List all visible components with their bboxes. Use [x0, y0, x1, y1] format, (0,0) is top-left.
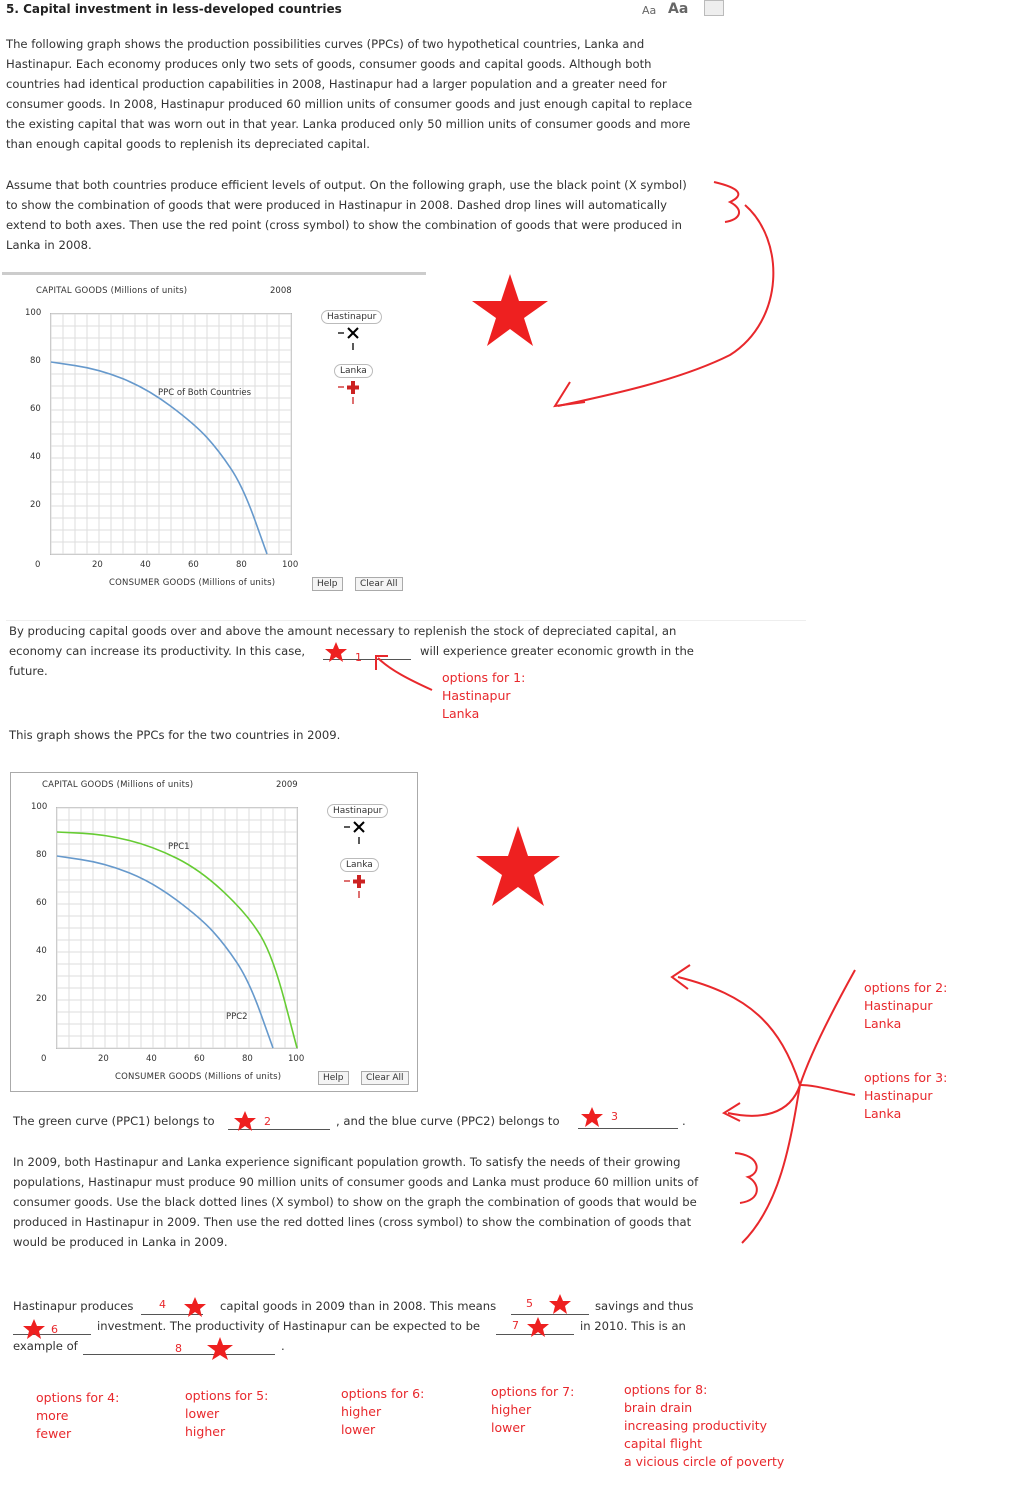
blank-number-8: 8 [175, 1342, 182, 1355]
question-title: 5. Capital investment in less-developed countries [6, 2, 342, 16]
x-tick: 20 [92, 560, 103, 570]
section2-line: By producing capital goods over and above the amount necessary to replenish the stock of depreciated capital, an [9, 624, 677, 638]
options-title: options for 8: [624, 1382, 708, 1397]
options-2 [864, 979, 947, 1033]
y-tick: 60 [36, 898, 47, 908]
intro-line: The following graph shows the production possibilities curves (PPCs) of two hypothetical countries, Lanka and [6, 37, 645, 51]
x-axis-title: CONSUMER GOODS (Millions of units) [109, 578, 276, 588]
option-item: lower [185, 1406, 220, 1421]
x-symbol-icon[interactable] [336, 324, 366, 352]
clear-all-button[interactable]: Clear All [355, 577, 403, 591]
section4-text: The green curve (PPC1) belongs to [13, 1114, 215, 1128]
options-1 [442, 669, 525, 723]
options-title: options for 5: [185, 1388, 269, 1403]
star-icon [470, 820, 580, 930]
intro-line: Assume that both countries produce efficient levels of output. On the following graph, use the black point (X symbol) [6, 178, 687, 192]
option-item: capital flight [624, 1436, 703, 1451]
x-tick: 60 [188, 560, 199, 570]
section6-text: . [281, 1339, 285, 1353]
options-title: options for 6: [341, 1386, 425, 1401]
ppc-chart-2008[interactable] [51, 314, 291, 554]
star-icon [526, 1316, 550, 1338]
section5-line: populations, Hastinapur must produce 90 million units of consumer goods and Lanka must produce 60 million units of [13, 1175, 699, 1189]
options-7 [491, 1383, 574, 1437]
section6-text: in 2010. This is an [580, 1319, 686, 1333]
section5-line: consumer goods. Use the black dotted lines (X symbol) to show on the graph the combination of goods that would be [13, 1195, 697, 1209]
option-item: Lanka [864, 1106, 902, 1121]
intro-line: consumer goods. In 2008, Hastinapur produced 60 million units of consumer goods and just enough capital to replace [6, 97, 693, 111]
section4-text: , and the blue curve (PPC2) belongs to [336, 1114, 560, 1128]
intro-line: to show the combination of goods that were produced in Hastinapur in 2008. Dashed drop lines will automatically [6, 198, 668, 212]
help-button[interactable]: Help [312, 577, 343, 591]
options-5 [185, 1387, 268, 1441]
y-tick: 20 [30, 500, 41, 510]
option-item: Lanka [442, 706, 480, 721]
option-item: more [36, 1408, 69, 1423]
annotation-arrow-2 [370, 650, 450, 695]
legend-lanka[interactable]: Lanka [340, 858, 379, 872]
option-item: increasing productivity [624, 1418, 768, 1433]
clear-all-button[interactable]: Clear All [361, 1071, 409, 1085]
y-tick: 40 [36, 946, 47, 956]
font-increase-button[interactable]: Aa [668, 1, 689, 17]
option-item: lower [341, 1422, 376, 1437]
star-icon [548, 1293, 572, 1315]
chart-year-label: 2009 [276, 780, 298, 790]
x-tick: 100 [282, 560, 299, 570]
section4-text: . [682, 1114, 686, 1128]
blank-number-4: 4 [159, 1298, 166, 1311]
curve-label: PPC of Both Countries [158, 388, 251, 398]
x-tick: 20 [98, 1054, 109, 1064]
intro-paragraph-1 [6, 34, 746, 154]
option-item: lower [491, 1420, 526, 1435]
x-tick: 100 [288, 1054, 305, 1064]
help-button[interactable]: Help [318, 1071, 349, 1085]
section3-text: This graph shows the PPCs for the two countries in 2009. [9, 728, 341, 742]
intro-line: extend to both axes. Then use the red point (cross symbol) to show the combination of goods that were produced in [6, 218, 683, 232]
legend-hastinapur[interactable]: Hastinapur [327, 804, 388, 818]
y-axis-title: CAPITAL GOODS (Millions of units) [36, 286, 188, 296]
options-title: options for 1: [442, 670, 526, 685]
blank-number-3: 3 [611, 1110, 618, 1123]
options-title: options for 7: [491, 1384, 575, 1399]
y-tick: 80 [30, 356, 41, 366]
options-3 [864, 1069, 947, 1123]
y-tick: 80 [36, 850, 47, 860]
y-tick: 60 [30, 404, 41, 414]
options-6 [341, 1385, 424, 1439]
x-tick: 80 [236, 560, 247, 570]
options-title: options for 4: [36, 1390, 120, 1405]
options-4 [36, 1389, 119, 1443]
blank-number-7: 7 [512, 1319, 519, 1332]
section5-paragraph [13, 1152, 753, 1252]
intro-line: Lanka in 2008. [6, 238, 92, 252]
star-icon [233, 1110, 257, 1132]
font-decrease-button[interactable]: Aa [642, 4, 657, 17]
option-item: Hastinapur [864, 998, 933, 1013]
section5-line: would be produced in Lanka in 2009. [13, 1235, 228, 1249]
y-axis-title: CAPITAL GOODS (Millions of units) [42, 780, 194, 790]
option-item: brain drain [624, 1400, 693, 1415]
x-symbol-icon[interactable] [342, 818, 372, 846]
section6-text: savings and thus [595, 1299, 694, 1313]
option-item: a vicious circle of poverty [624, 1454, 785, 1469]
intro-line: than enough capital goods to replenish its depreciated capital. [6, 137, 370, 151]
option-item: Hastinapur [864, 1088, 933, 1103]
option-item: Lanka [864, 1016, 902, 1031]
option-item: higher [341, 1404, 382, 1419]
star-icon [324, 641, 348, 663]
option-item: higher [491, 1402, 532, 1417]
star-icon [206, 1336, 234, 1362]
section6-text: example of [13, 1339, 78, 1353]
section2-line: will experience greater economic growth in the [420, 644, 694, 658]
chart-year-label: 2008 [270, 286, 292, 296]
section6-text: Hastinapur produces [13, 1299, 134, 1313]
legend-lanka[interactable]: Lanka [334, 364, 373, 378]
section6-text: capital goods in 2009 than in 2008. This means [220, 1299, 497, 1313]
blank-number-5: 5 [526, 1297, 533, 1310]
printer-icon[interactable] [704, 0, 724, 16]
plot-area-2008[interactable] [50, 313, 292, 555]
y-tick: 40 [30, 452, 41, 462]
y-tick: 20 [36, 994, 47, 1004]
x-tick: 40 [146, 1054, 157, 1064]
x-tick: 60 [194, 1054, 205, 1064]
cross-symbol-icon[interactable] [342, 872, 372, 900]
blank-number-6: 6 [51, 1323, 58, 1336]
options-title: options for 2: [864, 980, 948, 995]
annotation-arrow-1 [440, 170, 800, 420]
x-tick: 80 [242, 1054, 253, 1064]
section6-text: investment. The productivity of Hastinapur can be expected to be [97, 1319, 481, 1333]
intro-line: Hastinapur. Each economy produces only two sets of goods, consumer goods and capital goods. Although both [6, 57, 652, 71]
blank-number-2: 2 [264, 1115, 271, 1128]
option-item: fewer [36, 1426, 72, 1441]
star-icon [183, 1296, 207, 1318]
section5-line: In 2009, both Hastinapur and Lanka experience significant population growth. To satisfy the needs of their growing [13, 1155, 681, 1169]
intro-line: the existing capital that was worn out in that year. Lanka produced only 50 million units of consumer goods and more [6, 117, 691, 131]
intro-line: countries had identical production capabilities in 2008, Hastinapur had a larger population and a greater need for [6, 77, 667, 91]
option-item: higher [185, 1424, 226, 1439]
option-item: Hastinapur [442, 688, 511, 703]
y-tick: 100 [31, 802, 48, 812]
section2-line: future. [9, 664, 48, 678]
x-axis-title: CONSUMER GOODS (Millions of units) [115, 1072, 282, 1082]
y-tick: 100 [25, 308, 42, 318]
options-8 [624, 1381, 784, 1471]
cross-symbol-icon[interactable] [336, 378, 366, 406]
section2-line: economy can increase its productivity. In this case, [9, 644, 306, 658]
x-tick: 40 [140, 560, 151, 570]
section5-line: produced in Hastinapur in 2009. Then use the red dotted lines (cross symbol) to show the combination of goods that [13, 1215, 692, 1229]
blank-number-1: 1 [355, 651, 362, 664]
options-title: options for 3: [864, 1070, 948, 1085]
y-tick: 0 [35, 560, 41, 570]
star-icon [580, 1106, 604, 1128]
ppc2-label: PPC2 [226, 1012, 248, 1022]
legend-hastinapur[interactable]: Hastinapur [321, 310, 382, 324]
ppc1-label: PPC1 [168, 842, 190, 852]
y-tick: 0 [41, 1054, 47, 1064]
